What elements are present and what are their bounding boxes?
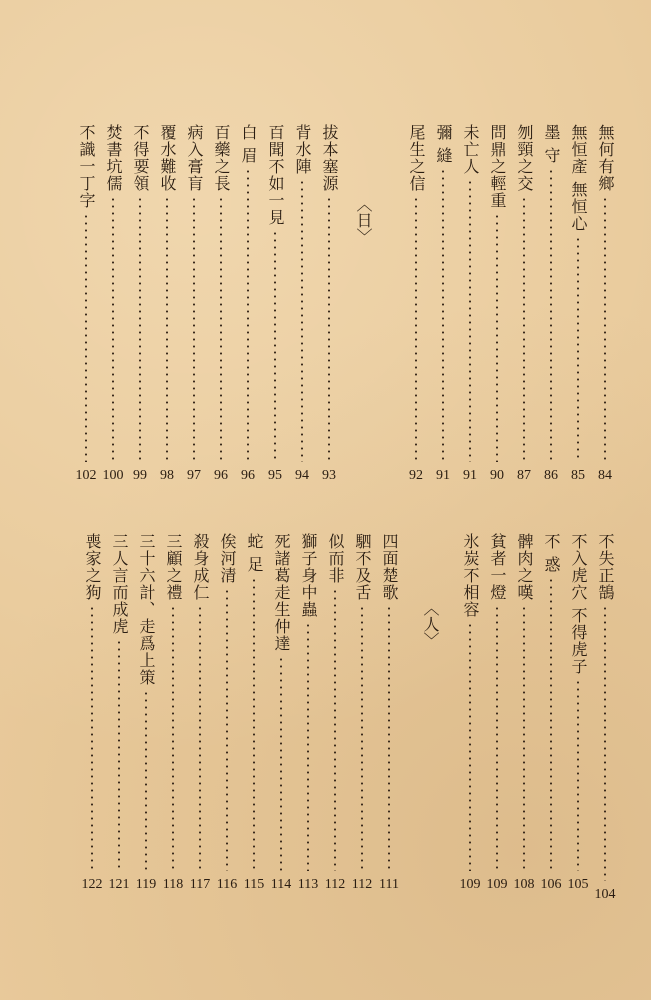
leader-dots	[166, 196, 168, 462]
leader-dots	[91, 605, 93, 871]
entry-title: 不 惑	[542, 533, 561, 574]
toc-entry	[108, 533, 130, 893]
entry-page: 119	[135, 877, 157, 892]
entry-title: 病入膏肓	[185, 124, 204, 192]
entry-title: 無恒產 無恒心	[569, 124, 588, 233]
entry-title: 不入虎穴 不得虎子	[569, 533, 588, 676]
toc-entry	[81, 533, 103, 893]
leader-dots	[388, 605, 390, 871]
entry-page: 112	[351, 877, 373, 892]
toc-entry	[567, 533, 589, 893]
entry-page: 90	[490, 468, 504, 483]
leader-dots	[220, 196, 222, 462]
toc-entry	[324, 533, 346, 893]
leader-dots	[523, 605, 525, 871]
entry-title: 駟不及舌	[353, 533, 372, 601]
leader-dots	[226, 588, 228, 871]
leader-dots	[469, 179, 471, 462]
entry-title: 焚書坑儒	[104, 124, 123, 192]
toc-entry	[243, 533, 265, 893]
entry-title: 墨 守	[542, 124, 561, 165]
toc-entry	[291, 124, 313, 484]
entry-page: 91	[463, 468, 477, 483]
toc-entry	[156, 124, 178, 484]
entry-page: 87	[517, 468, 531, 483]
leader-dots	[85, 213, 87, 462]
leader-dots	[550, 577, 552, 871]
toc-entry	[594, 533, 616, 903]
entry-title: 百藥之長	[212, 124, 231, 192]
entry-page: 113	[297, 877, 319, 892]
leader-dots	[415, 196, 417, 462]
leader-dots	[577, 236, 579, 462]
toc-entry	[297, 533, 319, 893]
leader-dots	[496, 213, 498, 462]
entry-page: 115	[243, 877, 265, 892]
entry-title: 四面楚歌	[380, 533, 399, 601]
entry-title: 無何有鄉	[596, 124, 615, 192]
entry-page: 85	[571, 468, 585, 483]
entry-page: 84	[598, 468, 612, 483]
toc-entry	[135, 533, 157, 893]
entry-title: 尾生之信	[407, 124, 426, 192]
entry-title: 似而非	[326, 533, 345, 584]
entry-title: 喪家之狗	[83, 533, 102, 601]
toc-entry	[459, 533, 481, 893]
toc-entry	[216, 533, 238, 893]
leader-dots	[361, 605, 363, 871]
toc-entry	[189, 533, 211, 893]
entry-title: 髀肉之嘆	[515, 533, 534, 601]
toc-entry	[210, 124, 232, 484]
toc-entry	[513, 533, 535, 893]
leader-dots	[496, 605, 498, 871]
entry-page: 104	[594, 887, 616, 902]
section-header: 〈日〉	[354, 196, 373, 244]
entry-page: 96	[214, 468, 228, 483]
leader-dots	[253, 577, 255, 871]
entry-page: 122	[81, 877, 103, 892]
toc-entry	[102, 124, 124, 484]
leader-dots	[301, 179, 303, 462]
toc-entry	[486, 124, 508, 484]
entry-title: 未亡人	[461, 124, 480, 175]
leader-dots	[307, 622, 309, 871]
toc-entry	[540, 533, 562, 893]
entry-title: 覆水難收	[158, 124, 177, 192]
entry-title: 不得要領	[131, 124, 150, 192]
entry-title: 貧者一燈	[488, 533, 507, 601]
entry-page: 112	[324, 877, 346, 892]
leader-dots	[280, 656, 282, 871]
entry-page: 95	[268, 468, 282, 483]
entry-page: 109	[486, 877, 508, 892]
section-header: 〈人〉	[421, 600, 440, 648]
leader-dots	[523, 196, 525, 462]
leader-dots	[604, 605, 606, 881]
leader-dots	[112, 196, 114, 462]
entry-title: 獅子身中蟲	[299, 533, 318, 618]
entry-page: 91	[436, 468, 450, 483]
entry-page: 93	[322, 468, 336, 483]
entry-title: 背水陣	[293, 124, 312, 175]
entry-page: 94	[295, 468, 309, 483]
toc-entry	[270, 533, 292, 893]
entry-title: 俟河清	[218, 533, 237, 584]
entry-title: 三十六計、走爲上策	[137, 533, 156, 686]
entry-page: 111	[379, 877, 399, 892]
leader-dots	[118, 639, 120, 871]
entry-page: 97	[187, 468, 201, 483]
entry-page: 96	[241, 468, 255, 483]
entry-page: 109	[459, 877, 481, 892]
entry-title: 氷炭不相容	[461, 533, 480, 618]
toc-entry	[513, 124, 535, 484]
entry-title: 殺身成仁	[191, 533, 210, 601]
leader-dots	[550, 168, 552, 462]
entry-page: 116	[216, 877, 238, 892]
entry-title: 百聞不如一見	[266, 124, 285, 226]
entry-title: 三顧之禮	[164, 533, 183, 601]
entry-page: 106	[540, 877, 562, 892]
toc-entry	[567, 124, 589, 484]
entry-page: 99	[133, 468, 147, 483]
toc-entry	[432, 124, 454, 484]
toc-entry	[75, 124, 97, 484]
toc-entry	[351, 533, 373, 893]
toc-entry	[378, 533, 400, 893]
entry-title: 蛇 足	[245, 533, 264, 574]
entry-page: 86	[544, 468, 558, 483]
entry-title: 問鼎之輕重	[488, 124, 507, 209]
entry-page: 102	[75, 468, 97, 483]
toc-entry	[486, 533, 508, 893]
leader-dots	[469, 622, 471, 871]
toc-entry	[237, 124, 259, 484]
toc-entry	[540, 124, 562, 484]
leader-dots	[247, 168, 249, 462]
toc-entry	[162, 533, 184, 893]
leader-dots	[577, 679, 579, 871]
entry-page: 105	[567, 877, 589, 892]
toc-entry	[264, 124, 286, 484]
leader-dots	[145, 690, 147, 871]
entry-title: 彌 縫	[434, 124, 453, 165]
leader-dots	[139, 196, 141, 462]
entry-page: 118	[162, 877, 184, 892]
entry-page: 121	[108, 877, 130, 892]
leader-dots	[442, 168, 444, 462]
leader-dots	[193, 196, 195, 462]
entry-title: 不識一丁字	[77, 124, 96, 209]
entry-page: 100	[102, 468, 124, 483]
entry-title: 死諸葛走生仲達	[272, 533, 291, 652]
toc-entry	[405, 124, 427, 484]
entry-title: 拔本塞源	[320, 124, 339, 192]
toc-entry	[129, 124, 151, 484]
leader-dots	[199, 605, 201, 871]
leader-dots	[274, 230, 276, 462]
entry-title: 刎頸之交	[515, 124, 534, 192]
entry-page: 117	[189, 877, 211, 892]
leader-dots	[328, 196, 330, 462]
toc-entry	[183, 124, 205, 484]
entry-page: 92	[409, 468, 423, 483]
entry-page: 114	[270, 877, 292, 892]
toc-entry	[318, 124, 340, 484]
leader-dots	[604, 196, 606, 462]
leader-dots	[334, 588, 336, 871]
toc-entry	[459, 124, 481, 484]
entry-page: 98	[160, 468, 174, 483]
toc-entry	[594, 124, 616, 484]
entry-page: 108	[513, 877, 535, 892]
leader-dots	[172, 605, 174, 871]
entry-title: 白 眉	[239, 124, 258, 165]
entry-title: 三人言而成虎	[110, 533, 129, 635]
entry-title: 不失正鵠	[596, 533, 615, 601]
